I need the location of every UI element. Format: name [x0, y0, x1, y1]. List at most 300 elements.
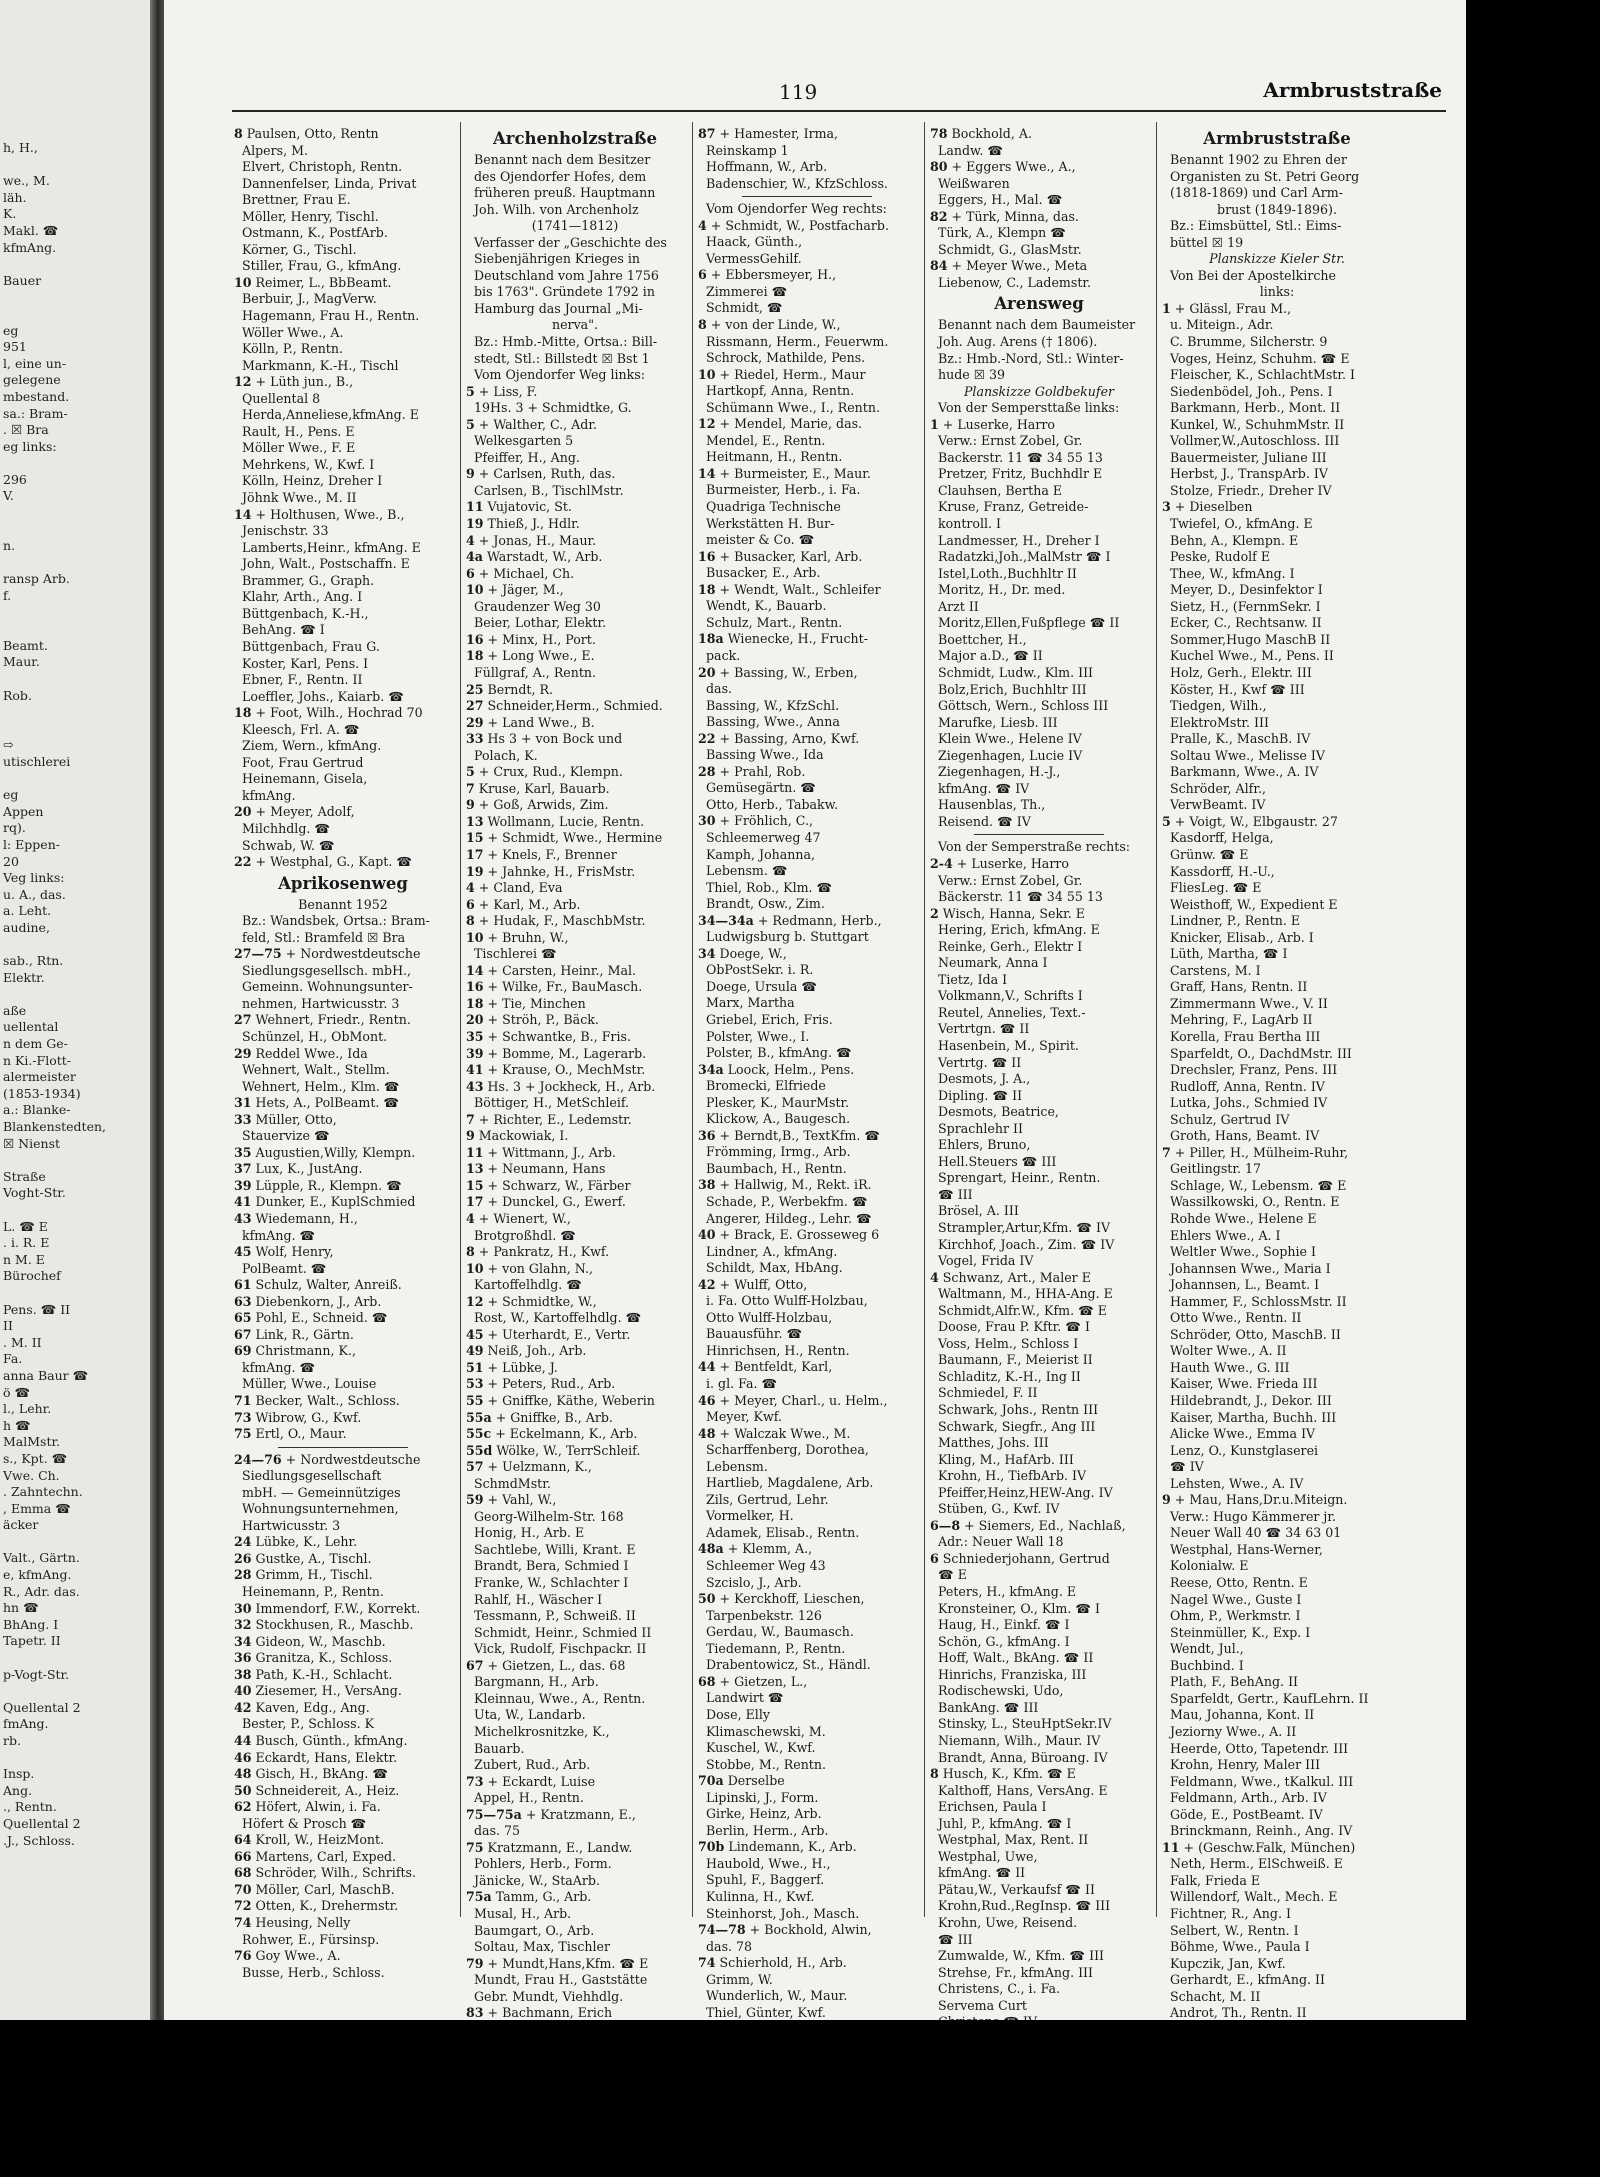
- directory-entry: 41 + Krause, O., MechMstr.: [466, 1062, 646, 1078]
- plan-sketch-note: Planskizze Kieler Str.: [1209, 251, 1345, 267]
- directory-entry: Quellental 8: [242, 390, 321, 406]
- directory-entry: 42 Kaven, Edg., Ang.: [234, 1699, 370, 1715]
- directory-entry: Niemann, Wilh., Maur. IV: [938, 1732, 1101, 1748]
- directory-entry: Weltler Wwe., Sophie I: [1170, 1244, 1316, 1260]
- directory-entry: Kasdorff, Helga,: [1170, 830, 1274, 846]
- left-fragment-line: V.: [3, 488, 14, 504]
- directory-entry: 4 Schwanz, Art., Maler E: [930, 1269, 1091, 1285]
- directory-entry: PolBeamt. ☎: [242, 1260, 327, 1276]
- directory-entry: Plesker, K., MaurMstr.: [706, 1094, 850, 1110]
- directory-entry: Kolonialw. E: [1170, 1558, 1249, 1574]
- directory-entry: Böhme, Wwe., Paula I: [1170, 1939, 1310, 1955]
- left-fragment-line: gelegene: [3, 372, 61, 388]
- directory-entry: Rault, H., Pens. E: [242, 423, 355, 439]
- directory-entry: Müller, Wwe., Louise: [242, 1376, 377, 1392]
- directory-entry: Schümann Wwe., I., Rentn.: [706, 399, 880, 415]
- left-fragment-line: we., M.: [3, 173, 50, 189]
- directory-entry: Grimm, W.: [706, 1971, 773, 1987]
- directory-entry: Radatzki,Joh.,MalMstr ☎ I: [938, 549, 1111, 565]
- left-fragment-line: [3, 289, 148, 306]
- street-heading: Armbruststraße: [1203, 129, 1351, 148]
- directory-entry: Kuschel, W., Kwf.: [706, 1740, 816, 1756]
- directory-entry: Plath, F., BehAng. II: [1170, 1674, 1299, 1690]
- directory-entry: Otto, Herb., Tabakw.: [706, 796, 838, 812]
- directory-entry: 7 + Richter, E., Ledemstr.: [466, 1111, 632, 1127]
- directory-entry: Milchhdlg. ☎: [242, 820, 331, 836]
- directory-entry: Bassing Wwe., Ida: [706, 747, 824, 763]
- directory-entry: Bz.: Wandsbek, Ortsa.: Bram-: [242, 913, 430, 929]
- left-fragment-line: n M. E: [3, 1251, 45, 1267]
- column-2: [466, 126, 684, 2071]
- directory-entry: kfmAng. ☎ IV: [938, 780, 1030, 796]
- directory-entry: meister & Co. ☎: [706, 532, 815, 548]
- left-fragment-line: R., Adr. das.: [3, 1583, 80, 1599]
- directory-entry: VerwBeamt. IV: [1170, 797, 1266, 813]
- directory-entry: Neth, Herm., ElSchweiß. E: [1170, 1856, 1343, 1872]
- directory-entry: Schmidt, Ludw., Klm. III: [938, 664, 1094, 680]
- directory-entry: Siedlungsgesellsch. mbH.,: [242, 962, 412, 978]
- left-fragment-line: . Zahntechn.: [3, 1484, 83, 1500]
- directory-entry: Lindner, P., Rentn. E: [1170, 913, 1301, 929]
- directory-entry: Kleinnau, Wwe., A., Rentn.: [474, 1690, 646, 1706]
- directory-entry: Burmeister, Herb., i. Fa.: [706, 482, 861, 498]
- directory-entry: 22 + Westphal, G., Kapt. ☎: [234, 854, 413, 870]
- left-fragment-line: Ang.: [3, 1782, 33, 1798]
- directory-entry: Alicke Wwe., Emma IV: [1170, 1426, 1316, 1442]
- directory-entry: Schröder, Otto, MaschB. II: [1170, 1326, 1341, 1342]
- directory-entry: 76 Goy Wwe., A.: [234, 1948, 341, 1964]
- directory-entry: Sparfeldt, O., DachdMstr. III: [1170, 1045, 1352, 1061]
- directory-entry: Sprengart, Heinr., Rentn.: [938, 1170, 1101, 1186]
- directory-entry: Hell.Steuers ☎ III: [938, 1153, 1057, 1169]
- left-fragment-line: Bauer: [3, 272, 42, 288]
- directory-entry: Westphal, Hans-Werner,: [1170, 1541, 1323, 1557]
- directory-entry: Peske, Rudolf E: [1170, 549, 1271, 565]
- left-fragment-line: [3, 555, 148, 572]
- directory-entry: 8 Paulsen, Otto, Rentn: [234, 126, 379, 141]
- directory-page: [164, 0, 1466, 2020]
- directory-entry: Ziegenhagen, H.-J.,: [938, 764, 1061, 780]
- column-4: [930, 126, 1148, 2064]
- directory-entry: 9 Mackowiak, I.: [466, 1128, 569, 1144]
- directory-entry: 49 Neiß, Joh., Arb.: [466, 1343, 587, 1359]
- directory-entry: Neumark, Anna I: [938, 955, 1048, 971]
- section-rule: [974, 834, 1105, 835]
- left-fragment-line: rq).: [3, 820, 26, 836]
- directory-entry: 2 Wisch, Hanna, Sekr. E: [930, 905, 1085, 921]
- directory-entry: Drabentowicz, St., Händl.: [706, 1657, 871, 1673]
- directory-entry: Tietz, Ida I: [938, 971, 1008, 987]
- directory-entry: Lebensm. ☎: [706, 863, 788, 879]
- directory-entry: Brandt, Anna, Büroang. IV: [938, 1749, 1108, 1765]
- directory-entry: Carstens, M. I: [1170, 962, 1261, 978]
- directory-entry: Frömming, Irmg., Arb.: [706, 1144, 851, 1160]
- left-fragment-line: mbestand.: [3, 388, 70, 404]
- left-fragment-line: [3, 704, 148, 721]
- directory-entry: das. 75: [474, 1823, 521, 1839]
- directory-entry: Ehlers Wwe., A. I: [1170, 1227, 1281, 1243]
- directory-entry: 25 Berndt, R.: [466, 681, 553, 697]
- directory-entry: Schmidt, Heinr., Schmied II: [474, 1624, 652, 1640]
- left-fragment-line: sa.: Bram-: [3, 405, 68, 421]
- left-fragment-line: [3, 1750, 148, 1767]
- directory-entry: Ohm, P., Werkmstr. I: [1170, 1608, 1301, 1624]
- directory-entry: Nagel Wwe., Guste I: [1170, 1591, 1302, 1607]
- left-fragment-line: Bürochef: [3, 1268, 61, 1284]
- directory-entry: 75—75a + Kratzmann, E.,: [466, 1806, 636, 1822]
- directory-entry: ☎ E: [938, 1567, 967, 1583]
- directory-entry: Major a.D., ☎ II: [938, 648, 1043, 664]
- directory-entry: Kamph, Johanna,: [706, 846, 816, 862]
- directory-entry: Sparfeldt, Gertr., KaufLehrn. II: [1170, 1690, 1369, 1706]
- directory-entry: stedt, Stl.: Billstedt ☒ Bst 1: [474, 350, 650, 366]
- directory-entry: Joh. Aug. Arens († 1806).: [938, 334, 1098, 350]
- directory-entry: Doege, Ursula ☎: [706, 978, 818, 994]
- left-fragment-line: Quellental 2: [3, 1815, 81, 1831]
- section-rule: [742, 196, 873, 197]
- street-heading: Arensweg: [994, 294, 1084, 314]
- directory-entry: Adamek, Elisab., Rentn.: [706, 1524, 860, 1540]
- directory-entry: Brandt, Osw., Zim.: [706, 896, 825, 912]
- left-fragment-line: [3, 986, 148, 1003]
- left-fragment-line: eg: [3, 322, 19, 338]
- column-divider: [692, 122, 693, 1917]
- directory-entry: Füllgraf, A., Rentn.: [474, 664, 597, 680]
- directory-entry: Schulz, Mart., Rentn.: [706, 614, 843, 630]
- directory-entry: 11 + Wittmann, J., Arb.: [466, 1144, 616, 1160]
- directory-entry: Klahr, Arth., Ang. I: [242, 589, 363, 605]
- directory-entry: Lindner, A., kfmAng.: [706, 1243, 838, 1259]
- left-fragment-line: [3, 522, 148, 539]
- directory-entry: 62 Höfert, Alwin, i. Fa.: [234, 1799, 381, 1815]
- directory-entry: Jöhnk Wwe., M. II: [242, 490, 357, 506]
- left-fragment-line: [3, 256, 148, 273]
- directory-entry: das.: [706, 681, 733, 697]
- directory-entry: 51 + Lübke, J.: [466, 1359, 558, 1375]
- left-fragment-line: Elektr.: [3, 969, 45, 985]
- directory-entry: früheren preuß. Hauptmann: [474, 185, 656, 201]
- left-fragment-line: [3, 1683, 148, 1700]
- directory-entry: Möller Wwe., F. E: [242, 440, 356, 456]
- directory-entry: 82 + Türk, Minna, das.: [930, 208, 1079, 224]
- directory-entry: Pfeiffer, H., Ang.: [474, 449, 580, 465]
- street-heading: Archenholzstraße: [492, 129, 657, 148]
- directory-entry: Ecker, C., Rechtsanw. II: [1170, 615, 1322, 631]
- directory-entry: Baumann, F., Meierist II: [938, 1352, 1093, 1368]
- directory-entry: Rohde Wwe., Helene E: [1170, 1211, 1317, 1226]
- directory-entry: Von Bei der Apostelkirche: [1170, 267, 1336, 283]
- left-fragment-line: Blankenstedten,: [3, 1119, 106, 1135]
- directory-entry: 8 + Hudak, F., MaschbMstr.: [466, 913, 646, 929]
- directory-entry: Welkesgarten 5: [474, 433, 574, 449]
- directory-entry: hude ☒ 39: [938, 367, 1006, 383]
- book-gutter: [150, 0, 164, 2020]
- directory-entry: Kassdorff, H.-U.,: [1170, 863, 1275, 879]
- directory-entry: Wehnert, Walt., Stellm.: [242, 1062, 390, 1078]
- directory-entry: 68 Schröder, Wilh., Schrifts.: [234, 1865, 417, 1881]
- left-fragment-line: aße: [3, 1002, 27, 1018]
- directory-entry: Angerer, Hildeg., Lehr. ☎: [706, 1210, 872, 1226]
- directory-entry: Franke, W., Schlachter I: [474, 1575, 629, 1591]
- directory-entry: pack.: [706, 647, 741, 663]
- directory-entry: Geitlingstr. 17: [1170, 1161, 1262, 1177]
- directory-entry: Bauarb.: [474, 1740, 525, 1756]
- directory-entry: Gemüsegärtn. ☎: [706, 780, 816, 796]
- directory-entry: Wendt, K., Bauarb.: [706, 598, 827, 614]
- directory-entry: Göde, E., PostBeamt. IV: [1170, 1806, 1323, 1822]
- left-fragment-line: Tapetr. II: [3, 1633, 61, 1649]
- directory-entry: Hartkopf, Anna, Rentn.: [706, 383, 855, 399]
- directory-entry: Kleesch, Frl. A. ☎: [242, 721, 360, 737]
- street-heading: Aprikosenweg: [278, 873, 408, 893]
- directory-entry: Büttgenbach, Frau G.: [242, 638, 380, 654]
- directory-entry: 50 + Kerckhoff, Lieschen,: [698, 1591, 865, 1607]
- directory-entry: Groth, Hans, Beamt. IV: [1170, 1128, 1320, 1144]
- directory-entry: 36 Granitza, K., Schloss.: [234, 1650, 393, 1666]
- directory-entry: Siebenjährigen Krieges in: [474, 251, 640, 267]
- left-fragment-line: 951: [3, 339, 27, 355]
- directory-entry: Feldmann, Arth., Arb. IV: [1170, 1790, 1327, 1806]
- left-fragment-line: 20: [3, 853, 19, 869]
- directory-entry: Tarpenbekstr. 126: [706, 1607, 822, 1623]
- directory-entry: 15 + Schmidt, Wwe., Hermine: [466, 830, 663, 846]
- directory-entry: ObPostSekr. i. R.: [706, 962, 814, 978]
- directory-entry: C. Brumme, Silcherstr. 9: [1170, 334, 1328, 350]
- directory-entry: Servema Curt: [938, 1997, 1027, 2013]
- directory-entry: 16 + Wilke, Fr., BauMasch.: [466, 979, 643, 995]
- centered-line: Benannt 1952: [298, 896, 388, 912]
- directory-entry: Rudloff, Anna, Rentn. IV: [1170, 1078, 1325, 1094]
- directory-entry: Schünzel, H., ObMont.: [242, 1028, 388, 1044]
- left-fragment-line: [3, 1650, 148, 1667]
- directory-entry: 20 + Ströh, P., Bäck.: [466, 1012, 599, 1028]
- left-fragment-line: e, kfmAng.: [3, 1567, 72, 1583]
- section-rule: [278, 1447, 409, 1448]
- left-fragment-line: 296: [3, 471, 27, 487]
- directory-entry: Holz, Gerh., Elektr. III: [1170, 664, 1312, 680]
- left-fragment-line: n dem Ge-: [3, 1036, 68, 1052]
- directory-entry: Böttiger, H., MetSchleif.: [474, 1095, 630, 1111]
- directory-entry: Vormelker, H.: [706, 1508, 794, 1524]
- left-fragment-line: [3, 306, 148, 323]
- left-fragment-line: BhAng. I: [3, 1616, 59, 1632]
- directory-entry: Göttsch, Wern., Schloss III: [938, 698, 1109, 714]
- directory-entry: Strampler,Artur,Kfm. ☎ IV: [938, 1220, 1111, 1235]
- left-fragment-line: läh.: [3, 189, 27, 205]
- directory-entry: 14 + Carsten, Heinr., Mal.: [466, 962, 637, 978]
- left-fragment-line: n Ki.-Flott-: [3, 1052, 72, 1068]
- directory-entry: Kaiser, Martha, Buchh. III: [1170, 1409, 1337, 1425]
- directory-entry: Schade, P., Werbekfm. ☎: [706, 1194, 868, 1209]
- left-fragment-line: (1853-1934): [3, 1085, 81, 1101]
- directory-entry: 6—8 + Siemers, Ed., Nachlaß,: [930, 1517, 1126, 1533]
- directory-entry: 75a Tamm, G., Arb.: [466, 1889, 592, 1905]
- directory-entry: Hasenbein, M., Spirit.: [938, 1037, 1079, 1053]
- directory-entry: Landmesser, H., Dreher I: [938, 532, 1100, 548]
- directory-entry: Heerde, Otto, Tapetendr. III: [1170, 1740, 1349, 1756]
- directory-entry: Markmann, K.-H., Tischl: [242, 357, 399, 373]
- directory-entry: Kling, M., HafArb. III: [938, 1451, 1074, 1467]
- directory-entry: 27 Wehnert, Friedr., Rentn.: [234, 1012, 411, 1028]
- directory-entry: Jänicke, W., StaArb.: [474, 1872, 600, 1888]
- left-fragment-line: eg: [3, 787, 19, 803]
- directory-entry: Hamburg das Journal „Mi-: [474, 300, 643, 316]
- directory-entry: Siedenbödel, Joh., Pens. I: [1170, 383, 1333, 399]
- directory-entry: Backerstr. 11 ☎ 34 55 13: [938, 449, 1103, 465]
- left-fragment-line: [3, 1202, 148, 1219]
- directory-entry: Beier, Lothar, Elektr.: [474, 615, 607, 631]
- directory-entry: Reese, Otto, Rentn. E: [1170, 1575, 1308, 1591]
- directory-entry: Otto Wulff-Holzbau,: [706, 1309, 833, 1325]
- directory-entry: Bauausführ. ☎: [706, 1326, 803, 1342]
- directory-entry: Vertrtg. ☎ II: [938, 1054, 1022, 1070]
- directory-entry: Krohn,Rud.,RegInsp. ☎ III: [938, 1898, 1111, 1914]
- directory-entry: Falk, Frieda E: [1170, 1872, 1261, 1888]
- left-fragment-line: [3, 771, 148, 788]
- directory-entry: 46 Eckardt, Hans, Elektr.: [234, 1749, 398, 1765]
- directory-entry: 5 + Walther, C., Adr.: [466, 416, 597, 432]
- directory-entry: 32 Stockhusen, R., Maschb.: [234, 1617, 414, 1633]
- directory-entry: 68 + Gietzen, L.,: [698, 1673, 808, 1689]
- directory-entry: 67 Link, R., Gärtn.: [234, 1326, 354, 1342]
- directory-entry: Zimmerei ☎: [706, 283, 788, 299]
- directory-entry: Von der Sempersttaße links:: [938, 400, 1120, 416]
- directory-entry: 10 + Bruhn, W.,: [466, 929, 569, 945]
- directory-entry: Klickow, A., Baugesch.: [706, 1111, 851, 1127]
- directory-entry: Kulinna, H., Kwf.: [706, 1888, 815, 1904]
- page-number: 119: [779, 80, 818, 104]
- directory-entry: Desmots, J. A.,: [938, 1071, 1031, 1087]
- directory-entry: 14 + Burmeister, E., Maur.: [698, 465, 871, 481]
- directory-entry: Tiedemann, P., Rentn.: [706, 1640, 846, 1656]
- directory-entry: Clauhsen, Bertha E: [938, 482, 1063, 498]
- left-fragment-line: fmAng.: [3, 1716, 49, 1732]
- directory-entry: Vom Ojendorfer Weg links:: [474, 367, 645, 383]
- directory-entry: Siedlungsgesellschaft: [242, 1468, 382, 1484]
- directory-entry: Dannenfelser, Linda, Privat: [242, 175, 417, 191]
- directory-entry: Soltau Wwe., Melisse IV: [1170, 747, 1325, 763]
- directory-entry: 6 + Ebbersmeyer, H.,: [698, 267, 837, 283]
- directory-entry: kfmAng.: [242, 787, 296, 803]
- left-fragment-line: Voght-Str.: [3, 1185, 66, 1201]
- directory-entry: 38 Path, K.-H., Schlacht.: [234, 1666, 393, 1682]
- directory-entry: 10 Reimer, L., BbBeamt.: [234, 274, 392, 290]
- directory-entry: Johannsen, L., Beamt. I: [1170, 1277, 1320, 1293]
- directory-entry: Peters, H., kfmAng. E: [938, 1584, 1077, 1600]
- directory-entry: Korella, Frau Bertha III: [1170, 1028, 1321, 1044]
- left-fragment-line: h ☎: [3, 1417, 31, 1433]
- directory-entry: 79 + Mundt,Hans,Kfm. ☎ E: [466, 1955, 649, 1971]
- directory-entry: Kaiser, Wwe. Frieda III: [1170, 1376, 1318, 1392]
- directory-entry: Steinmüller, K., Exp. I: [1170, 1624, 1311, 1640]
- directory-entry: Kuchel Wwe., M., Pens. II: [1170, 648, 1334, 664]
- directory-entry: Landw. ☎: [938, 142, 1004, 158]
- directory-entry: Gerhardt, E., kfmAng. II: [1170, 1972, 1325, 1988]
- directory-entry: Uta, W., Landarb.: [474, 1707, 586, 1723]
- left-fragment-line: [3, 621, 148, 638]
- directory-entry: 5 + Liss, F.: [466, 383, 538, 399]
- directory-entry: Möller, Henry, Tischl.: [242, 208, 379, 224]
- directory-entry: 7 Kruse, Karl, Bauarb.: [466, 780, 610, 796]
- left-fragment-line: ., Rentn.: [3, 1799, 57, 1815]
- left-fragment-line: Rob.: [3, 687, 32, 703]
- directory-entry: 28 + Prahl, Rob.: [698, 763, 806, 779]
- directory-entry: Schmidt, G., GlasMstr.: [938, 241, 1082, 257]
- directory-entry: Gerdau, W., Baumasch.: [706, 1624, 854, 1640]
- directory-entry: Juhl, P., kfmAng. ☎ I: [938, 1815, 1072, 1831]
- directory-entry: 35 + Schwantke, B., Fris.: [466, 1028, 631, 1044]
- directory-entry: das. 78: [706, 1938, 753, 1954]
- directory-entry: Hinrichsen, H., Rentn.: [706, 1342, 850, 1358]
- directory-entry: Baumbach, H., Rentn.: [706, 1160, 847, 1176]
- directory-entry: Hammer, F., SchlossMstr. II: [1170, 1293, 1347, 1309]
- directory-entry: Graudenzer Weg 30: [474, 598, 601, 614]
- directory-entry: Matthes, Johs. III: [938, 1435, 1049, 1451]
- directory-entry: 84 + Meyer Wwe., Meta: [930, 258, 1088, 274]
- directory-entry: Hoffmann, W., Arb.: [706, 159, 828, 175]
- directory-entry: 83 + Bachmann, Erich: [466, 2005, 613, 2021]
- directory-entry: Schladitz, K.-H., Ing II: [938, 1368, 1081, 1384]
- plan-sketch-note: Planskizze Goldbekufer: [963, 383, 1115, 399]
- directory-entry: 17 + Dunckel, G., Ewerf.: [466, 1194, 626, 1210]
- directory-entry: Arzt II: [938, 598, 979, 614]
- directory-entry: Thee, W., kfmAng. I: [1170, 565, 1295, 581]
- directory-entry: 48 + Walczak Wwe., M.: [698, 1425, 851, 1441]
- directory-entry: Buchbind. I: [1170, 1657, 1244, 1673]
- directory-entry: Pralle, K., MaschB. IV: [1170, 731, 1311, 747]
- directory-entry: Weißwaren: [938, 175, 1010, 191]
- directory-entry: Girke, Heinz, Arb.: [706, 1806, 822, 1822]
- directory-entry: Mendel, E., Rentn.: [706, 432, 826, 448]
- directory-entry: Appel, H., Rentn.: [474, 1790, 584, 1806]
- directory-entry: 7 + Piller, H., Mülheim-Ruhr,: [1162, 1144, 1349, 1160]
- directory-entry: 41 Dunker, E., KuplSchmied: [234, 1194, 416, 1210]
- directory-entry: u. Miteign., Adr.: [1170, 317, 1274, 333]
- directory-entry: Bargmann, H., Arb.: [474, 1674, 599, 1690]
- left-fragment-line: , Emma ☎: [3, 1500, 71, 1516]
- left-fragment-line: ☒ Nienst: [3, 1135, 61, 1151]
- centered-line: links:: [1259, 284, 1295, 300]
- directory-entry: Honig, H., Arb. E: [474, 1525, 585, 1541]
- directory-entry: Polster, B., kfmAng. ☎: [706, 1045, 852, 1061]
- directory-entry: Hausenblas, Th.,: [938, 797, 1046, 813]
- left-fragment-line: eg links:: [3, 438, 57, 454]
- directory-entry: 6 + Karl, M., Arb.: [466, 896, 581, 912]
- left-fragment-line: ⇨: [3, 737, 14, 753]
- centered-line: brust (1849-1896).: [1217, 201, 1337, 217]
- directory-entry: Rodischewski, Udo,: [938, 1683, 1064, 1699]
- directory-entry: Voss, Helm., Schloss I: [938, 1335, 1079, 1351]
- directory-entry: Bolz,Erich, Buchhltr III: [938, 681, 1087, 697]
- directory-entry: Scharffenberg, Dorothea,: [706, 1442, 869, 1458]
- left-fragment-line: [3, 505, 148, 522]
- directory-entry: Bz.: Hmb.-Mitte, Ortsa.: Bill-: [474, 334, 658, 350]
- directory-entry: Pfeiffer,Heinz,HEW-Ang. IV: [938, 1484, 1113, 1500]
- directory-entry: 78 Bockhold, A.: [930, 126, 1032, 141]
- directory-entry: 12 + Schmidtke, W.,: [466, 1293, 597, 1309]
- directory-entry: Wohnungsunternehmen,: [242, 1501, 399, 1517]
- directory-entry: Höfert & Prosch ☎: [242, 1815, 367, 1831]
- directory-entry: Haack, Günth.,: [706, 234, 803, 250]
- column-3: [698, 126, 916, 2088]
- directory-entry: Sachtlebe, Willi, Krant. E: [474, 1541, 636, 1557]
- left-fragment-line: f.: [3, 588, 12, 604]
- left-fragment-line: l., Lehr.: [3, 1401, 52, 1417]
- directory-entry: 6 + Michael, Ch.: [466, 565, 575, 581]
- directory-entry: 20 + Meyer, Adolf,: [234, 804, 355, 820]
- directory-entry: Georg-Wilhelm-Str. 168: [474, 1508, 624, 1524]
- left-fragment-line: . i. R. E: [3, 1235, 50, 1251]
